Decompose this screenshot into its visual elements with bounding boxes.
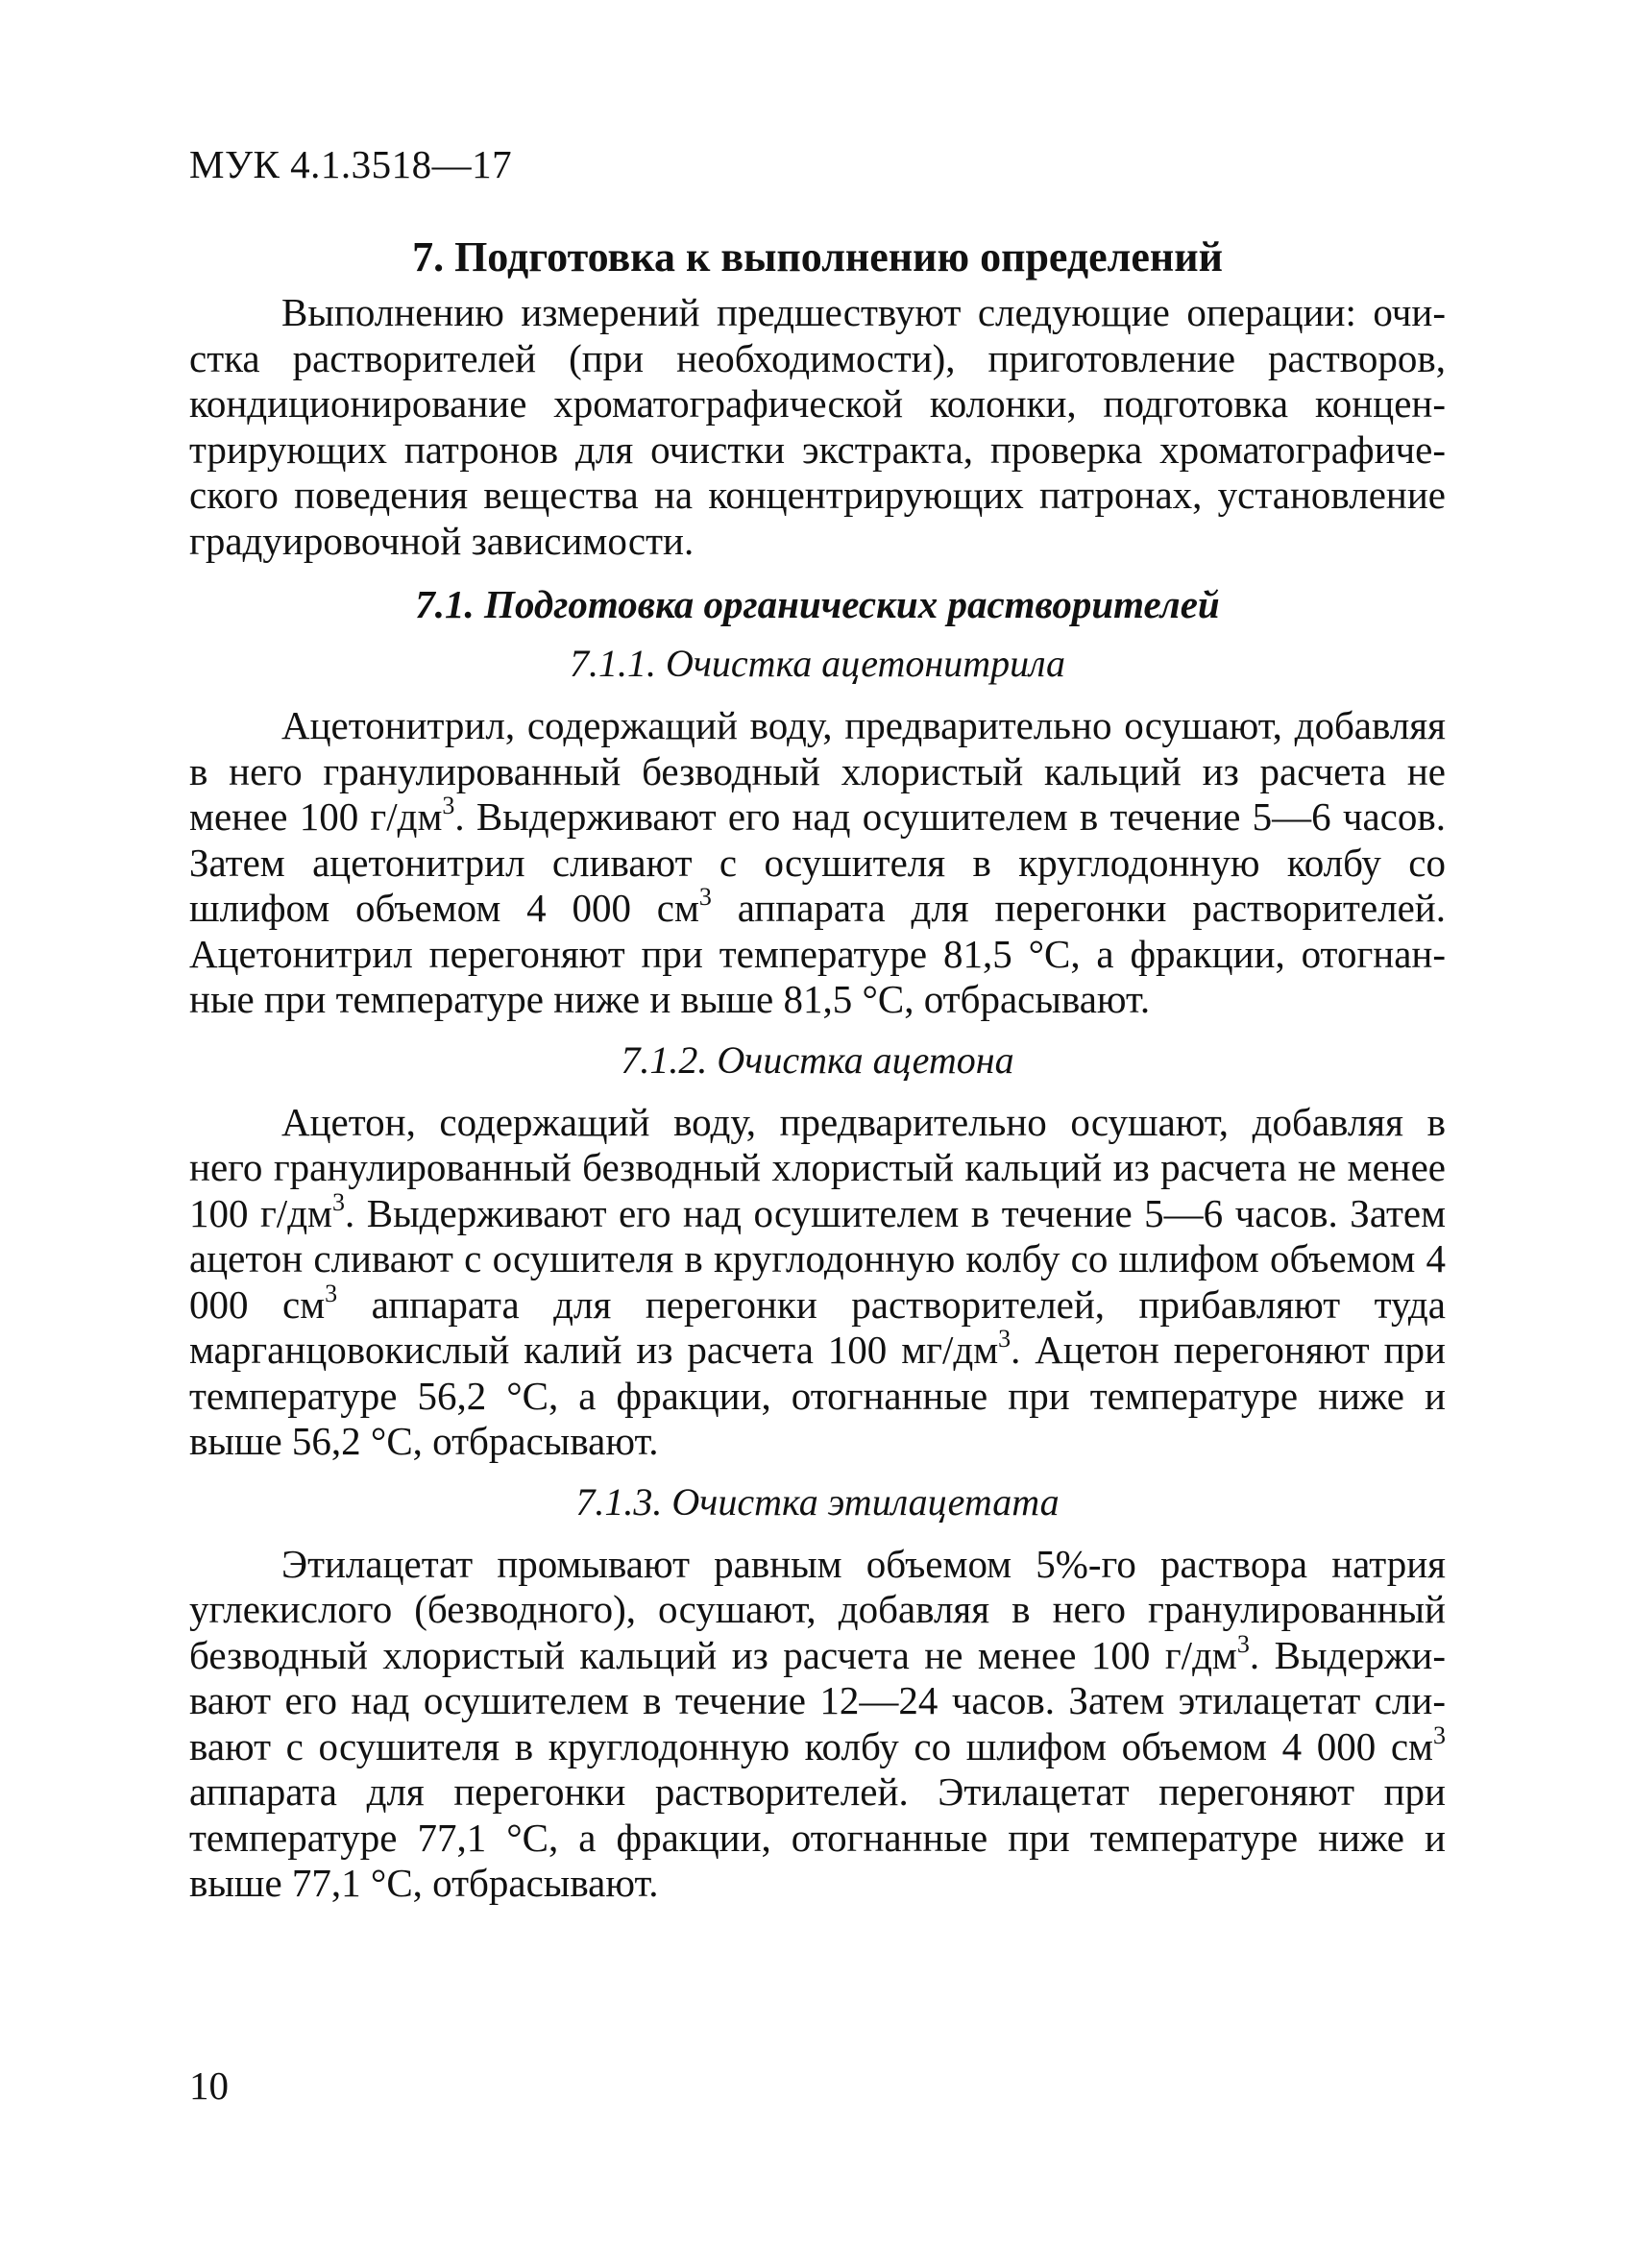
superscript: 3 bbox=[698, 883, 712, 912]
section-intro-paragraph: Выполнению измерений предшествуют следующие операции: очистка растворителей (при необходимости), приготовление растворов, кондиционирование хроматографической колонки, подготовка концентрирующих патронов для очистки экстракта, проверка хроматографического поведения вещества на концентрирующих патронах, установление градуировочной зависимости. bbox=[189, 290, 1446, 563]
text-run: . Выдерживают его над осушителем в течение 12—24 часов. Затем этилацетат сливают с осушителя в круглодонную колбу со шлифом объемом 4 000 см bbox=[189, 1632, 1446, 1768]
text-run: Этилацетат промывают равным объемом 5%-го раствора натрия углекислого (безводного), осушают, добавляя в него гранулированный безводный хлористый кальций из расчета не менее 100 г/дм bbox=[189, 1541, 1446, 1677]
item-title-ethyl-acetate: 7.1.3. Очистка этилацетата bbox=[575, 1479, 1060, 1524]
text-run: . Ацетон перегоняют при температуре 56,2 °С, а фракции, отогнанные при температуре ниже и выше 56,2 °С, отбрасывают. bbox=[189, 1328, 1446, 1463]
text-run: аппарата для перегонки растворителей, прибавляют туда марганцовокислый калий из расчета 100 мг/дм bbox=[189, 1281, 1446, 1372]
superscript: 3 bbox=[332, 1187, 346, 1216]
document-code-header: МУК 4.1.3518—17 bbox=[189, 142, 513, 186]
superscript: 3 bbox=[442, 792, 455, 820]
page-number: 10 bbox=[189, 2063, 229, 2108]
item-title-acetone: 7.1.2. Очистка ацетона bbox=[621, 1037, 1014, 1082]
superscript: 3 bbox=[1433, 1720, 1446, 1749]
page-content bbox=[189, 231, 1446, 1907]
subsection-title: 7.1. Подготовка органических растворителей bbox=[415, 582, 1220, 626]
item-paragraph-acetonitrile bbox=[189, 703, 1446, 1023]
text-run: аппарата для перегонки растворителей. Этилацетат перегоняют при температуре 77,1 °С, а фракции, отогнанные при температуре ниже и выше 77,1 °С, отбрасывают. bbox=[189, 1769, 1446, 1905]
text-run: . Выдерживают его над осушителем в течение 5—6 часов. Затем ацетонитрил сливают с осушителя в круглодонную колбу со шлифом объемом 4 000 см bbox=[189, 794, 1446, 930]
superscript: 3 bbox=[325, 1279, 338, 1307]
section-title: 7. Подготовка к выполнению определений bbox=[412, 233, 1223, 280]
text-run: Ацетонитрил, содержащий воду, предварительно осушают, добавляя в него гранулированный безводный хлористый кальций из расчета не менее 100 г/дм bbox=[189, 703, 1446, 839]
text-run: Ацетон, содержащий воду, предварительно осушают, добавляя в него гранулированный безводный хлористый кальций из расчета не менее 100 г/дм bbox=[189, 1099, 1446, 1235]
text-run: аппарата для перегонки растворителей. Ацетонитрил перегоняют при температуре 81,5 °С, а фракции, отогнанные при температуре ниже и выше 81,5 °С, отбрасывают. bbox=[189, 886, 1446, 1021]
item-paragraph-ethyl-acetate bbox=[189, 1542, 1446, 1907]
text-run: . Выдерживают его над осушителем в течение 5—6 часов. Затем ацетон сливают с осушителя в круглодонную колбу со шлифом объемом 4 000 см bbox=[189, 1190, 1447, 1327]
item-paragraph-acetone bbox=[189, 1100, 1446, 1465]
item-title-acetonitrile: 7.1.1. Очистка ацетонитрила bbox=[569, 642, 1066, 685]
superscript: 3 bbox=[998, 1325, 1011, 1353]
superscript: 3 bbox=[1236, 1629, 1250, 1658]
